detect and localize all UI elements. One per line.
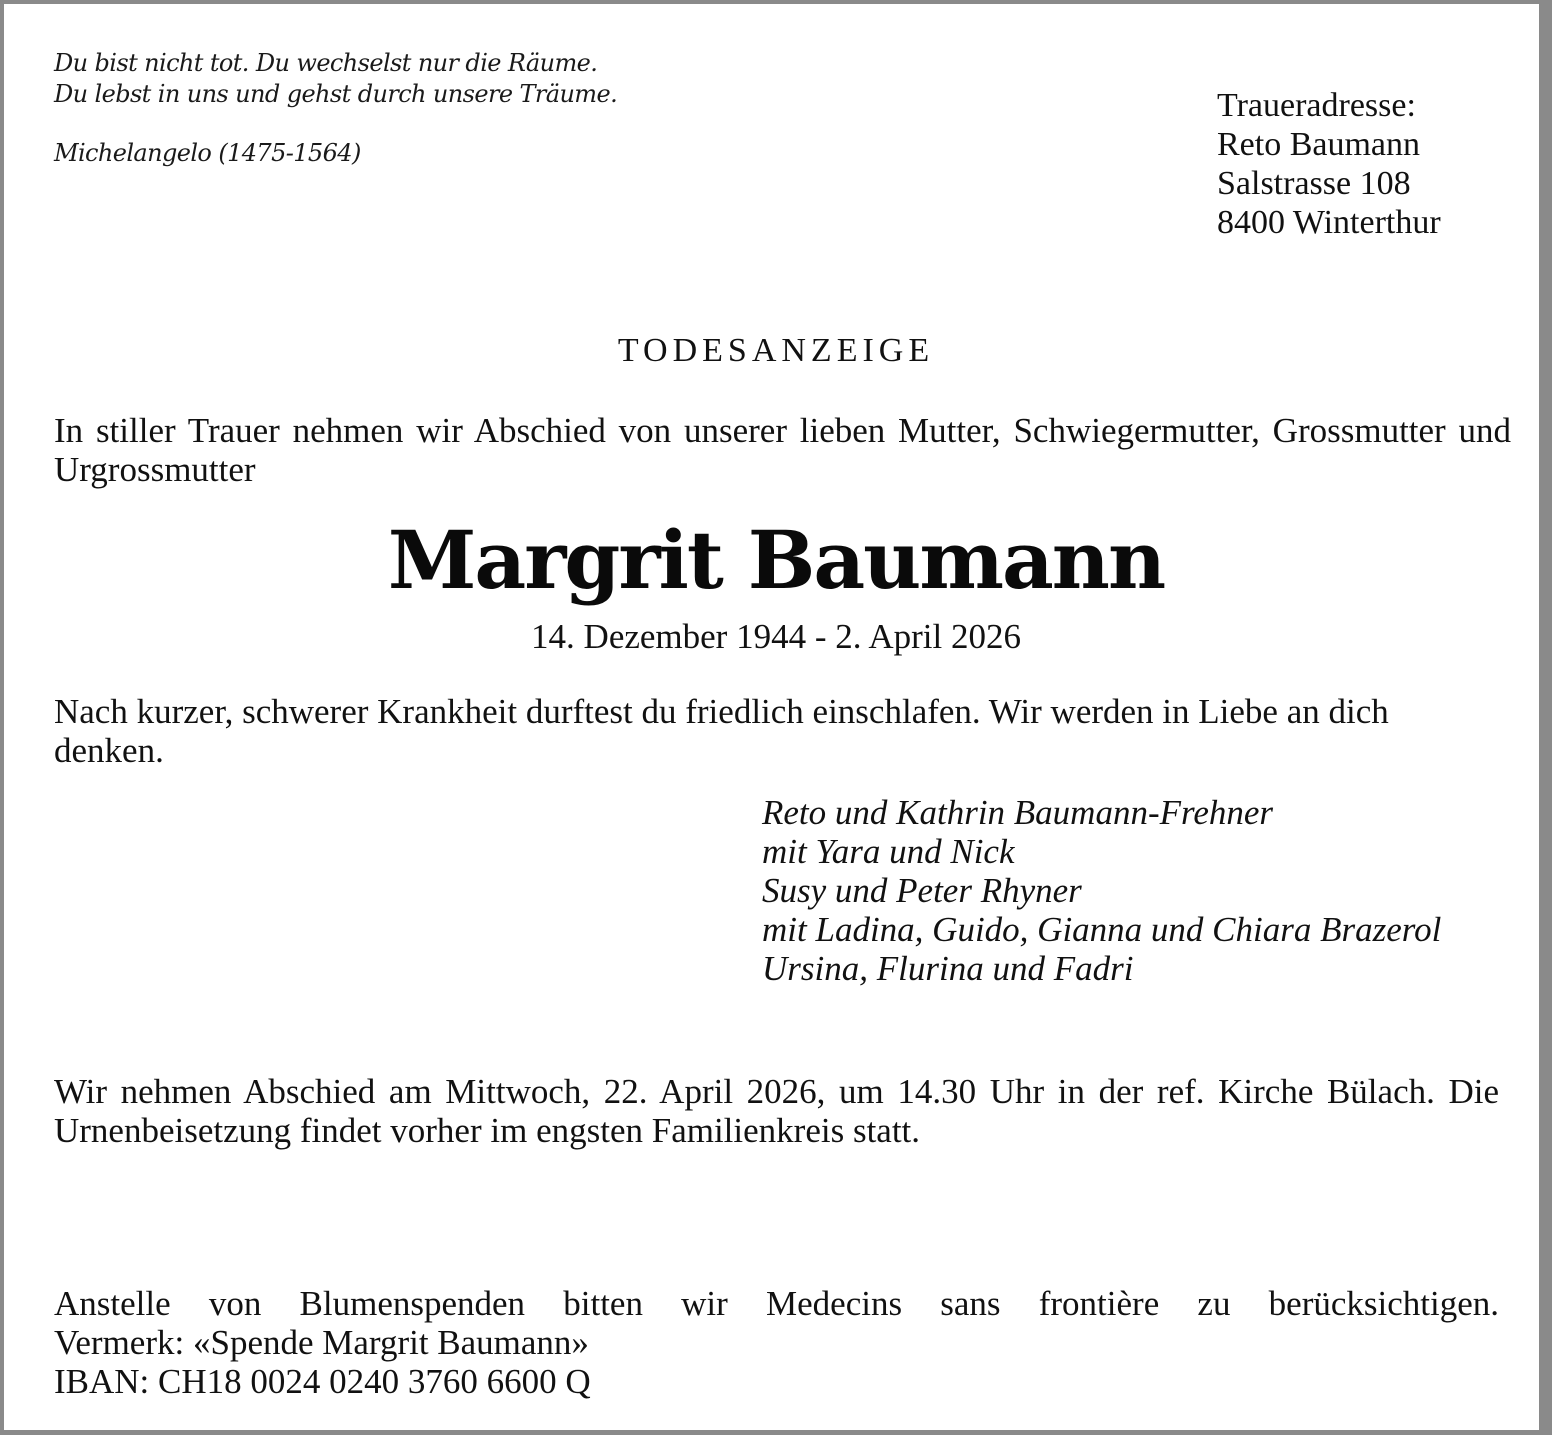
deceased-name: Margrit Baumann [387, 513, 1165, 607]
intro-text: In stiller Trauer nehmen wir Abschied von unserer lieben Mutter, Schwiegermutter, Grossmutter und Urgrossmutter [54, 411, 1511, 489]
mourner-line: Ursina, Flurina und Fadri [762, 949, 1134, 988]
mourning-address [1217, 86, 1441, 242]
donation-iban: IBAN: CH18 0024 0240 3760 6600 Q [54, 1362, 591, 1401]
mourners-list [762, 793, 1441, 988]
quote-author: Michelangelo (1475-1564) [54, 139, 361, 167]
illness-text: Nach kurzer, schwerer Krankheit durftest du friedlich einschlafen. Wir werden in Liebe an dich denken. [54, 692, 1389, 770]
quote-line-1: Du bist nicht tot. Du wechselst nur die Räume. [54, 49, 598, 77]
quote-line-2: Du lebst in uns und gehst durch unsere Träume. [54, 80, 618, 108]
address-label: Traueradresse: [1217, 87, 1416, 124]
address-street: Salstrasse 108 [1217, 165, 1411, 202]
donation-request: Anstelle von Blumenspenden bitten wir Medecins sans frontière zu berücksichtigen. [54, 1284, 1499, 1323]
mourner-line: Reto und Kathrin Baumann-Frehner [762, 793, 1274, 832]
epigraph-quote [54, 48, 617, 169]
mourner-line: mit Ladina, Guido, Gianna und Chiara Brazerol [762, 910, 1442, 949]
mourner-line: Susy und Peter Rhyner [762, 871, 1082, 910]
donation-reference: Vermerk: «Spende Margrit Baumann» [54, 1323, 589, 1362]
address-city: 8400 Winterthur [1217, 204, 1441, 241]
donation-info [54, 1284, 1499, 1401]
mourner-line: mit Yara und Nick [762, 832, 1015, 871]
life-dates: 14. Dezember 1944 - 2. April 2026 [531, 617, 1021, 656]
notice-heading: TODESANZEIGE [617, 332, 935, 369]
address-name: Reto Baumann [1217, 126, 1421, 163]
ceremony-text: Wir nehmen Abschied am Mittwoch, 22. April 2026, um 14.30 Uhr in der ref. Kirche Bülach. Die Urnenbeisetzung findet vorher im engsten Familienkreis statt. [54, 1072, 1499, 1150]
